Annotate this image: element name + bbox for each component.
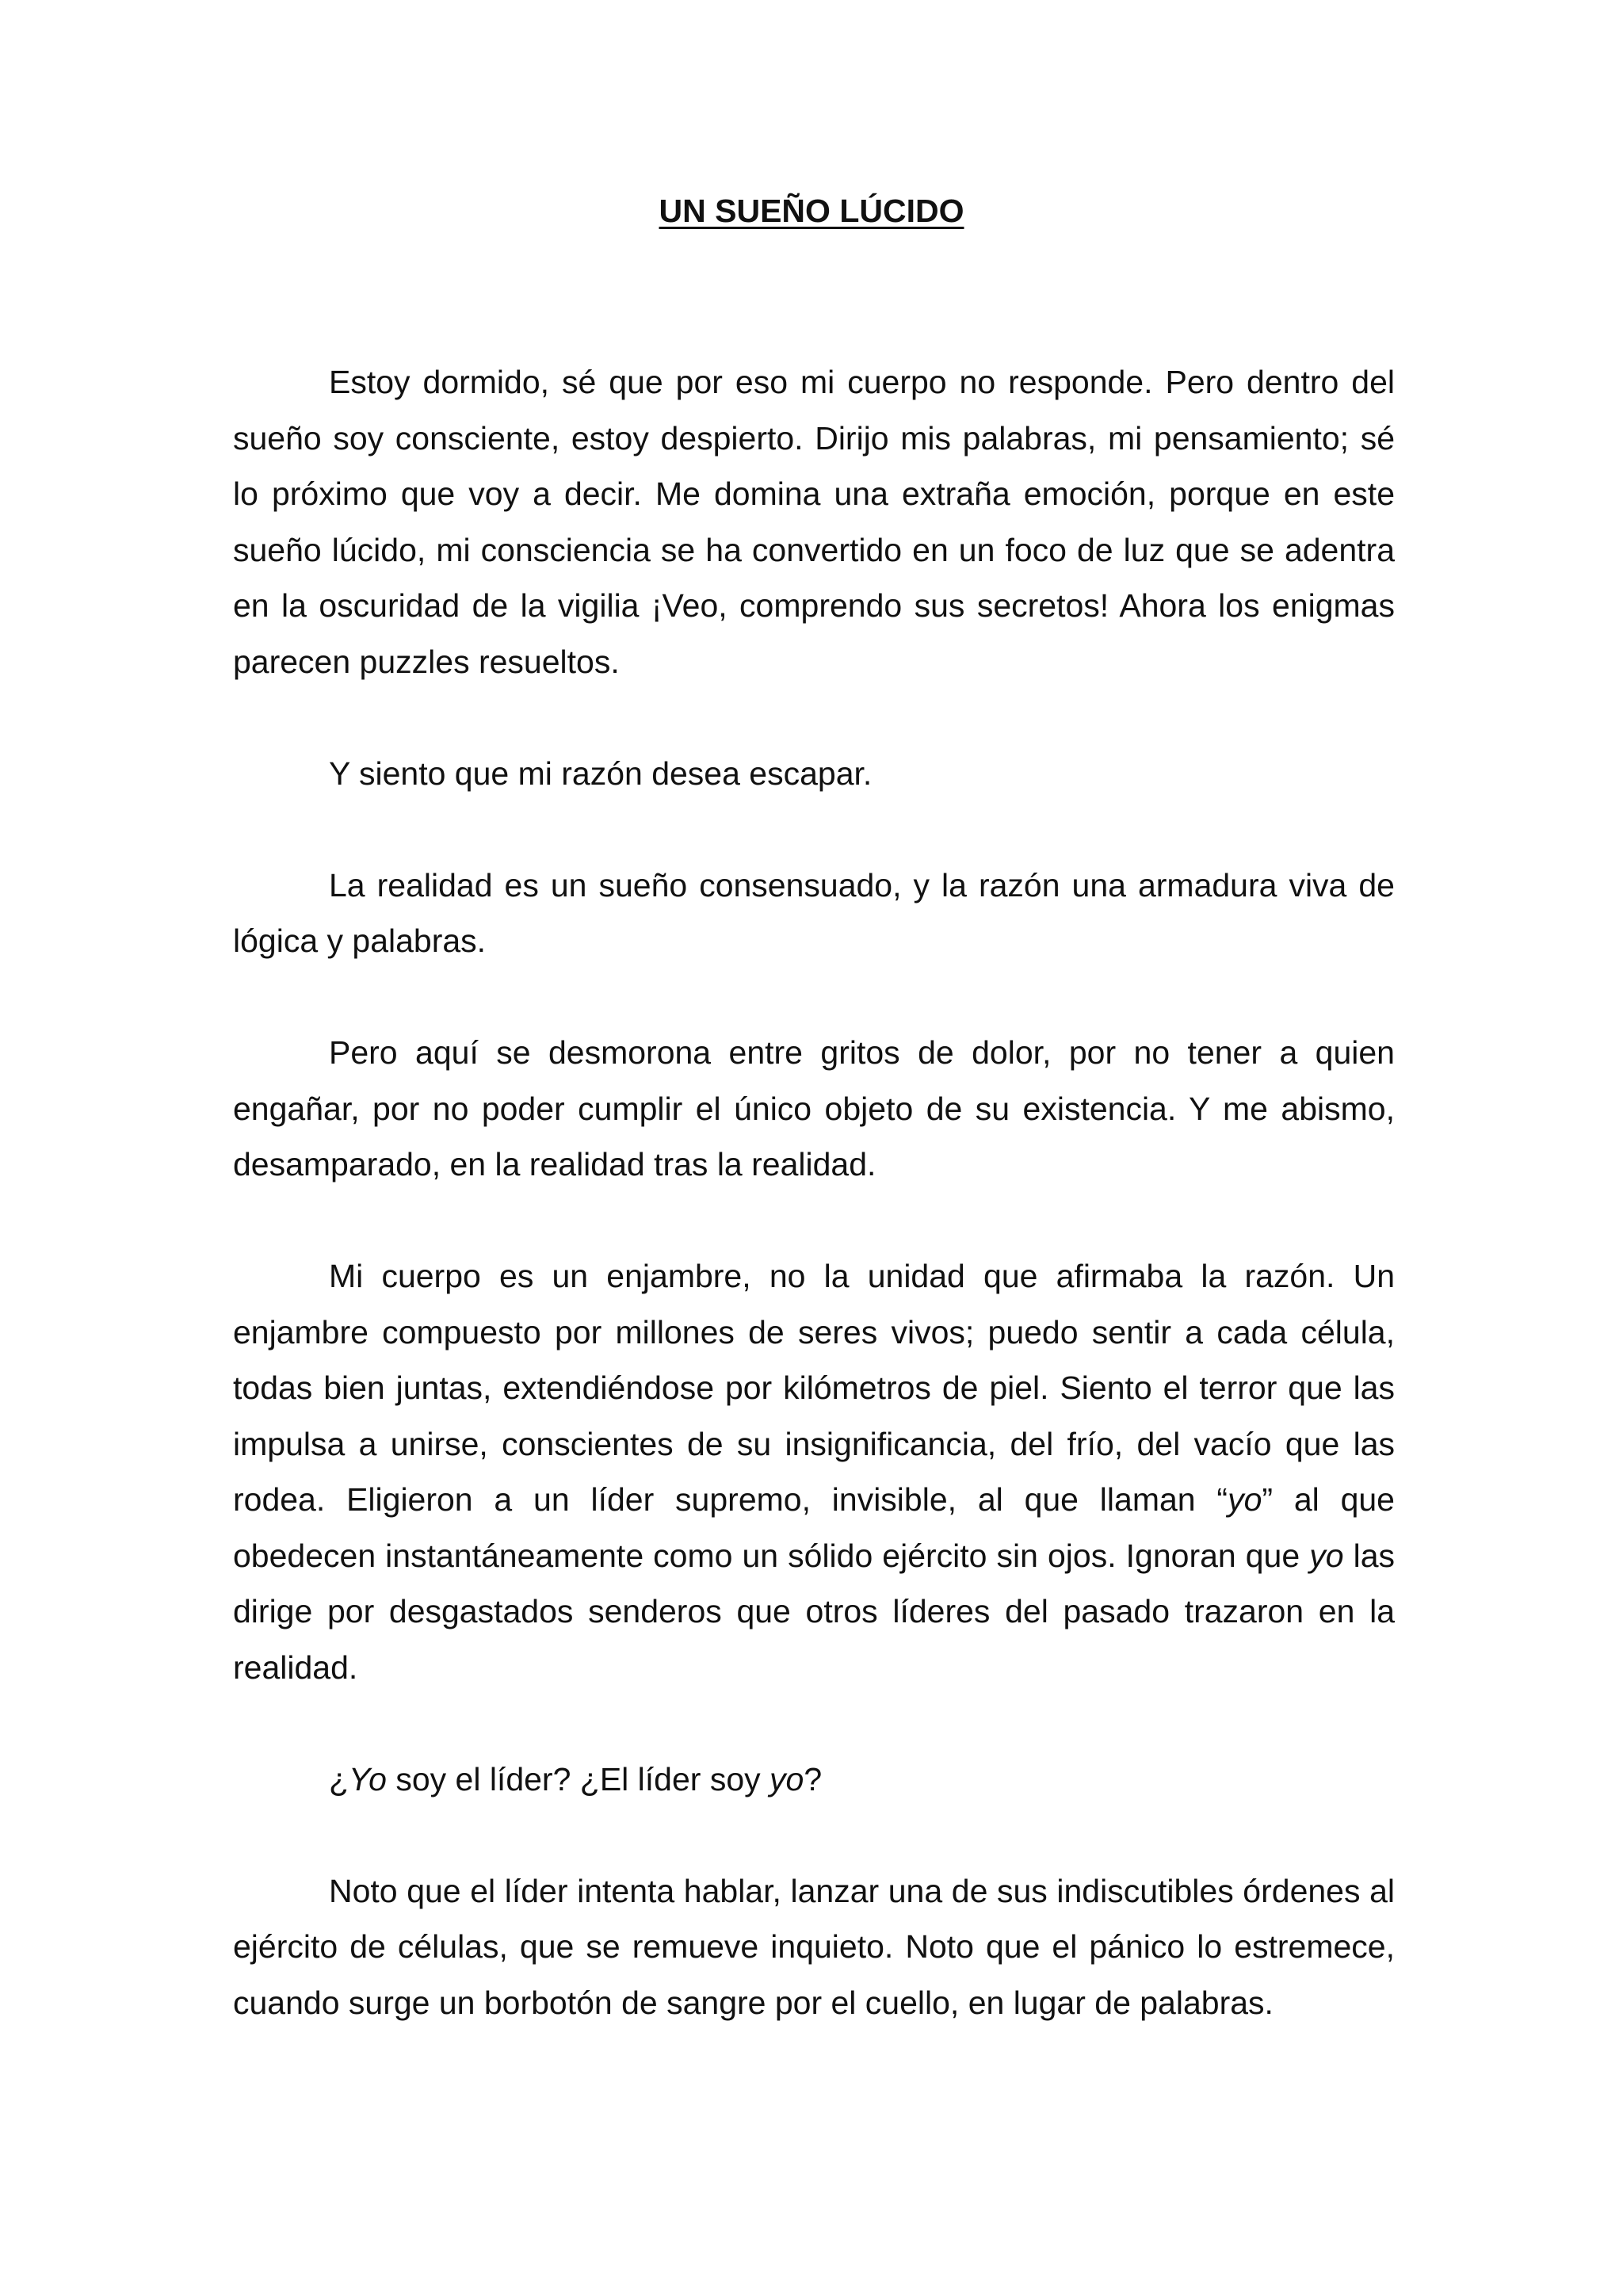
- paragraph-6-italic-2: yo: [769, 1760, 804, 1797]
- paragraph-1: Estoy dormido, sé que por eso mi cuerpo no responde. Pero dentro del sueño soy consciente, estoy despierto. Dirijo mis palabras, mi pensamiento; sé lo próximo que voy a decir. Me domina una extraña emoción, porque en este sueño lúcido, mi consciencia se ha convertido en un foco de luz que se adentra en la oscuridad de la vigilia ¡Veo, comprendo sus secretos! Ahora los enigmas parecen puzzles resueltos.: [233, 364, 1395, 680]
- paragraph-5-italic-1: yo: [1228, 1481, 1262, 1518]
- paragraph-7: Noto que el líder intenta hablar, lanzar una de sus indiscutibles órdenes al ejército de células, que se remueve inquieto. Noto que el pánico lo estremece, cuando surge un borbotón de sangre por el cuello, en lugar de palabras.: [233, 1872, 1395, 2021]
- paragraph-3: La realidad es un sueño consensuado, y la razón una armadura viva de lógica y palabras.: [233, 866, 1395, 959]
- paragraph-6-part-1: ¿: [329, 1760, 349, 1797]
- paragraph-6-part-2: soy el líder? ¿El líder soy: [386, 1760, 770, 1797]
- paragraph-4: Pero aquí se desmorona entre gritos de dolor, por no tener a quien engañar, por no poder cumplir el único objeto de su existencia. Y me abismo, desamparado, en la realidad tras la realidad.: [233, 1034, 1395, 1182]
- paragraph-6: [233, 1752, 1395, 1808]
- paragraph-5-part-3: las dirige por desgastados senderos que otros líderes del pasado trazaron en la realidad.: [233, 1537, 1395, 1686]
- document-title-text: UN SUEÑO LÚCIDO: [659, 193, 964, 229]
- paragraph-6-part-3: ?: [804, 1760, 823, 1797]
- paragraph-5-italic-2: yo: [1309, 1537, 1344, 1574]
- paragraph-2: Y siento que mi razón desea escapar.: [329, 755, 873, 792]
- document-body: [233, 354, 1395, 2030]
- paragraph-5: [233, 1248, 1395, 1695]
- paragraph-5-part-1: Mi cuerpo es un enjambre, no la unidad que afirmaba la razón. Un enjambre compuesto por millones de seres vivos; puedo sentir a cada célula, todas bien juntas, extendiéndose por kilómetros de piel. Siento el terror que las impulsa a unirse, conscientes de su insignificancia, del frío, del vacío que las rodea. Eligieron a un líder supremo, invisible, al que llaman “: [233, 1258, 1395, 1518]
- document-title: [0, 189, 1623, 233]
- paragraph-6-italic-1: Yo: [349, 1760, 387, 1797]
- paragraph-5-part-2: ” al que obedecen instantáneamente como un sólido ejército sin ojos. Ignoran que: [233, 1481, 1395, 1574]
